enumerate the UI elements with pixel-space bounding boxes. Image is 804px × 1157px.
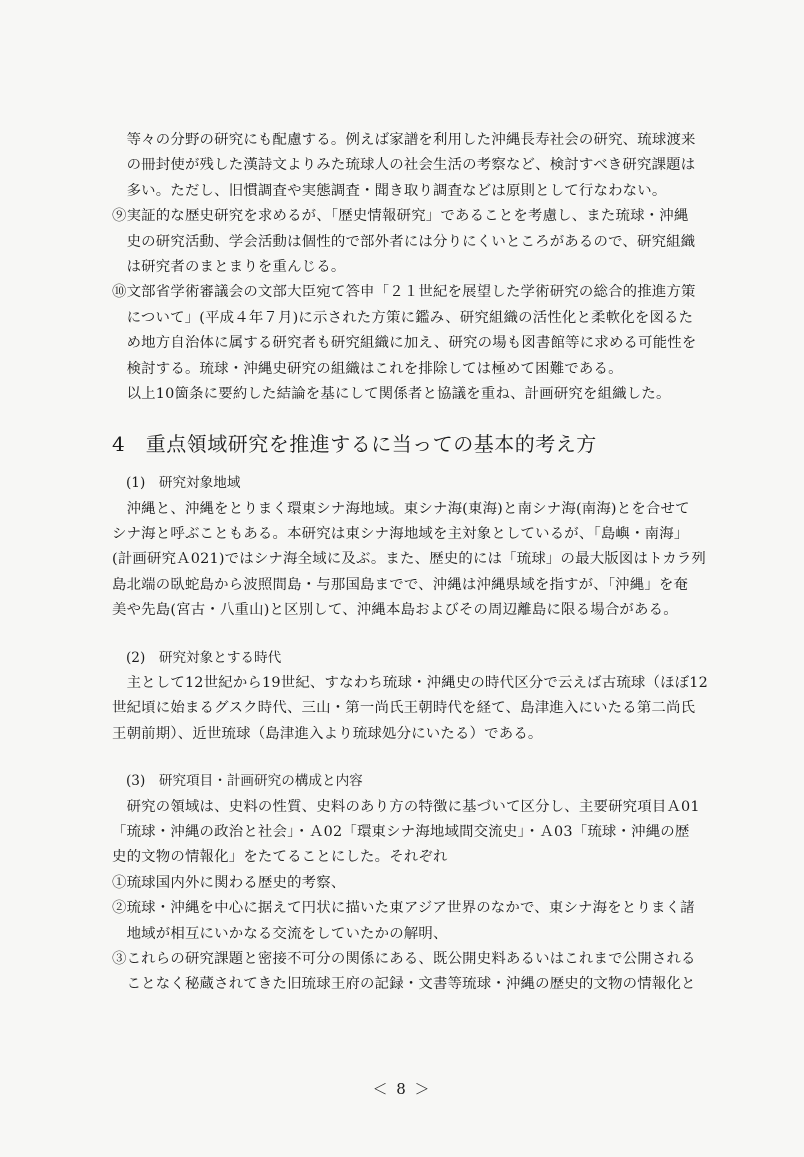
text-line: 以上10箇条に要約した結論を基にして関係者と協議を重ね、計画研究を組織した。	[112, 385, 671, 402]
text-line: 地域が相互にいかなる交流をしていたかの解明、	[112, 925, 448, 942]
text-line: ①琉球国内外に関わる歴史的考察、	[112, 874, 346, 891]
text-line: 主として12世紀から19世紀、すなわち琉球・沖縄史の時代区分で云えば古琉球（ほぼ12	[112, 675, 708, 692]
text-line: ②琉球・沖縄を中心に据えて円状に描いた東アジア世界のなかで、東シナ海をとりまく諸	[112, 900, 695, 917]
text-line: (計画研究Ａ021)ではシナ海全域に及ぶ。また、歴史的には「琉球」の最大版図はトカラ列	[112, 551, 706, 568]
text-line: 「琉球・沖縄の政治と社会」・Ａ02「環東シナ海地域間交流史」・Ａ03「琉球・沖縄の歴	[112, 823, 690, 840]
subsection-title: (2) 研究対象とする時代	[126, 649, 282, 666]
text-line: シナ海と呼ぶこともある。本研究は東シナ海地域を主対象としているが、「島嶼・南海」	[112, 526, 689, 543]
text-line: 美や先島(宮古・八重山)と区別して、沖縄本島およびその周辺離島に限る場合がある。	[112, 602, 678, 619]
text-line: 沖縄と、沖縄をとりまく環東シナ海地域。東シナ海(東海)と南シナ海(南海)とを合せて	[112, 500, 690, 517]
subsection-structure	[112, 769, 708, 998]
intro-paragraphs	[112, 128, 708, 407]
subsection-period	[112, 646, 708, 748]
text-line: ③これらの研究課題と密接不可分の関係にある、既公開史料あるいはこれまで公開される	[112, 950, 696, 967]
text-line: ⑩文部省学術審議会の文部大臣宛て答申「２１世紀を展望した学術研究の総合的推進方策	[112, 284, 696, 301]
text-line: ことなく秘蔵されてきた旧琉球王府の記録・文書等琉球・沖縄の歴史的文物の情報化と	[112, 976, 696, 993]
section-heading: 4 重点領域研究を推進するに当っての基本的考え方	[112, 432, 597, 457]
page-body	[112, 128, 708, 998]
text-line: 研究の領域は、史料の性質、史料のあり方の特徴に基づいて区分し、主要研究項目Ａ01	[112, 798, 700, 815]
text-line: 等々の分野の研究にも配慮する。例えば家譜を利用した沖縄長寿社会の研究、琉球渡来	[112, 132, 696, 148]
page-number: ＜ 8 ＞	[372, 1080, 432, 1098]
text-line: 世紀頃に始まるグスク時代、三山・第一尚氏王朝時代を経て、島津進入にいたる第二尚氏	[112, 700, 696, 717]
text-line: 島北端の臥蛇島から波照間島・与那国島までで、沖縄は沖縄県域を指すが、「沖縄」を奄	[112, 576, 689, 593]
text-line: 王朝前期）、近世琉球（島津進入より琉球処分にいたる）である。	[112, 725, 543, 742]
text-line: ⑨実証的な歴史研究を求めるが、「歴史情報研究」であることを考慮し、また琉球・沖縄	[112, 208, 689, 225]
text-line: め地方自治体に属する研究者も研究組織に加え、研究の場も図書館等に求める可能性を	[112, 335, 697, 352]
text-line: 史的文物の情報化」をたてることにした。それぞれ	[112, 849, 448, 866]
text-line: は研究者のまとまりを重んじる。	[112, 258, 346, 275]
spacer	[112, 747, 708, 769]
text-line: の冊封使が残した漢詩文よりみた琉球人の社会生活の考察など、検討すべき研究課題は	[112, 157, 696, 174]
text-line: について」(平成４年７月)に示された方策に鑑み、研究組織の活性化と柔軟化を図るた	[112, 309, 694, 326]
subsection-title: (3) 研究項目・計画研究の構成と内容	[126, 773, 363, 790]
subsection-title: (1) 研究対象地域	[126, 475, 241, 492]
text-line: 史の研究活動、学会活動は個性的で部外者には分りにくいところがあるので、研究組織	[112, 233, 696, 250]
text-line: 多い。ただし、旧慣調査や実態調査・聞き取り調査などは原則として行なわない。	[112, 182, 667, 199]
text-line: 検討する。琉球・沖縄史研究の組織はこれを排除しては極めて困難である。	[112, 360, 623, 377]
spacer	[112, 624, 708, 646]
subsection-region	[112, 471, 708, 623]
